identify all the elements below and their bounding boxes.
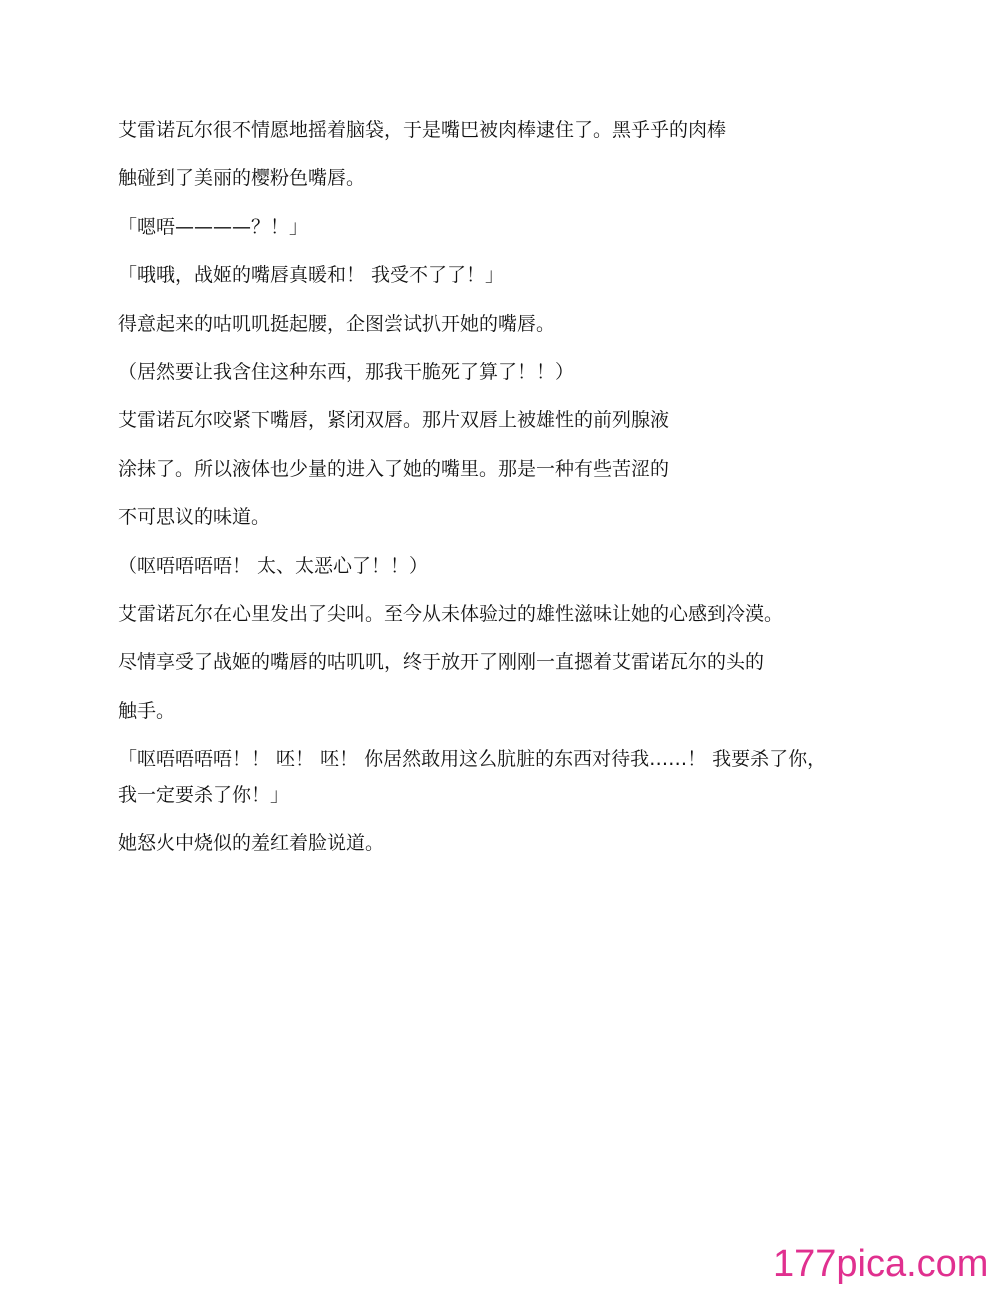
dialogue-line: 「哦哦，战姬的嘴唇真暖和！ 我受不了了！」 xyxy=(118,264,505,287)
paragraph-line: 艾雷诺瓦尔很不情愿地摇着脑袋，于是嘴巴被肉棒逮住了。黑乎乎的肉棒 xyxy=(118,119,727,141)
paragraph-line: 得意起来的咕叽叽挺起腰，企图尝试扒开她的嘴唇。 xyxy=(118,312,556,335)
dialogue-line: 我一定要杀了你！」 xyxy=(118,784,290,807)
paragraph-line: 她怒火中烧似的羞红着脸说道。 xyxy=(118,832,385,855)
story-text xyxy=(118,118,888,880)
dialogue-line: 「呕唔唔唔唔！！ 呸！ 呸！ 你居然敢用这么肮脏的东西对待我……！ 我要杀了你， xyxy=(118,748,827,771)
thought-line: （居然要让我含住这种东西，那我干脆死了算了！！） xyxy=(118,360,575,383)
paragraph-line: 触手。 xyxy=(118,699,176,722)
dialogue-line: 「嗯唔————？！」 xyxy=(118,215,309,238)
paragraph-line: 艾雷诺瓦尔咬紧下嘴唇，紧闭双唇。那片双唇上被雄性的前列腺液 xyxy=(118,409,670,432)
watermark-text: 177pica.com xyxy=(773,1243,989,1285)
thought-line: （呕唔唔唔唔！ 太、太恶心了！！） xyxy=(118,554,429,577)
paragraph-line: 触碰到了美丽的樱粉色嘴唇。 xyxy=(118,167,366,190)
paragraph-line: 艾雷诺瓦尔在心里发出了尖叫。至今从未体验过的雄性滋味让她的心感到冷漠。 xyxy=(118,602,784,625)
paragraph-line: 涂抹了。所以液体也少量的进入了她的嘴里。那是一种有些苦涩的 xyxy=(118,457,670,480)
paragraph-line: 尽情享受了战姬的嘴唇的咕叽叽，终于放开了刚刚一直摁着艾雷诺瓦尔的头的 xyxy=(118,651,765,674)
paragraph-line: 不可思议的味道。 xyxy=(118,506,271,529)
